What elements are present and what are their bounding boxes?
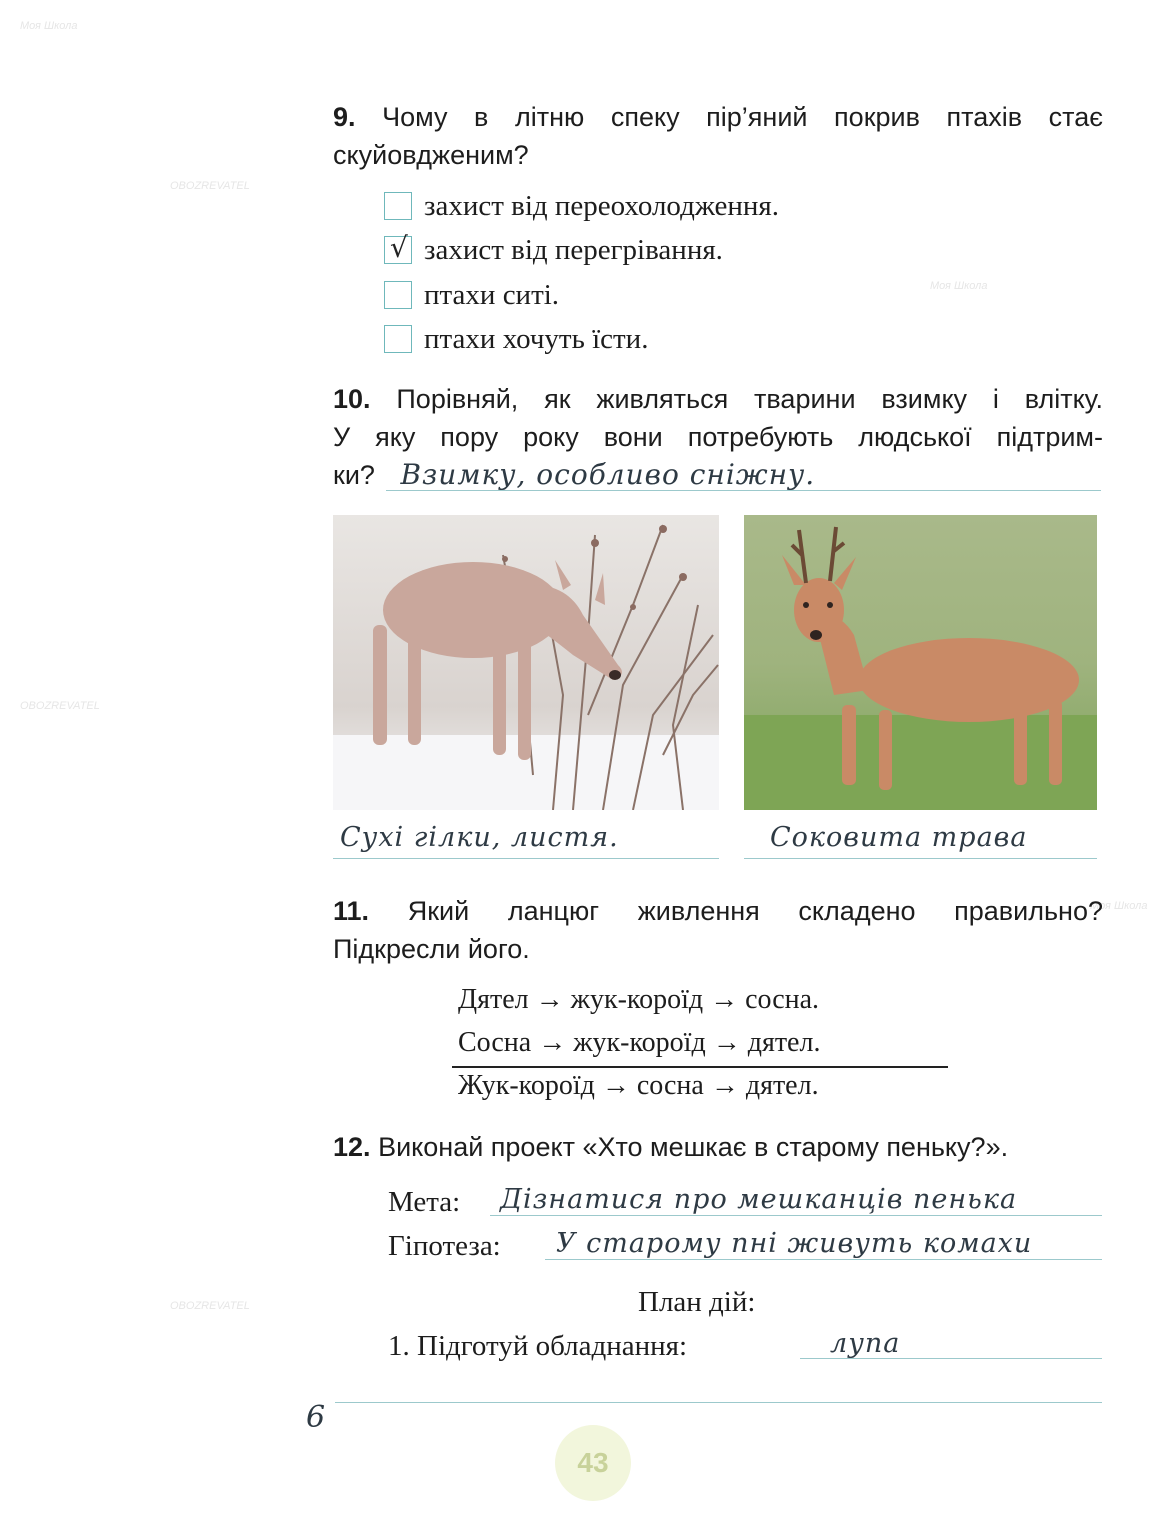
checkbox[interactable] — [384, 192, 412, 220]
option-label: птахи ситі. — [424, 278, 560, 311]
question-9 — [333, 98, 1103, 174]
watermark-text: OBOZREVATEL — [170, 1300, 250, 1312]
watermark-text: Моя Школа — [20, 20, 78, 32]
option-label: захист від перегрівання. — [424, 233, 723, 266]
option-row — [384, 279, 559, 311]
watermark-text: OBOZREVATEL — [170, 180, 250, 192]
winter-deer-photo — [333, 515, 719, 810]
watermark-text: Моя Школа — [930, 280, 988, 292]
question-number: 9. — [333, 102, 356, 132]
watermark-text: Моя Школа — [1090, 900, 1148, 912]
handwritten-caption-winter: Сухі гілки, листя. — [340, 822, 619, 853]
checkbox[interactable] — [384, 281, 412, 309]
option-row — [384, 323, 648, 355]
checkbox[interactable] — [384, 325, 412, 353]
handwritten-hypothesis: У старому пні живуть комахи — [556, 1228, 1033, 1259]
checkmark-icon: √ — [390, 231, 408, 264]
question-12 — [333, 1128, 1103, 1166]
page-number: 43 — [555, 1425, 631, 1501]
hypothesis-label: Гіпотеза: — [388, 1230, 501, 1262]
question-text: Який ланцюг живлення складено правильно? — [407, 896, 1103, 926]
plan-title: План дій: — [638, 1286, 756, 1318]
food-chain-option: Жук-короїд → сосна → дятел. — [458, 1070, 819, 1101]
watermark-text: OBOZREVATEL — [20, 700, 100, 712]
question-text: ки? — [333, 460, 375, 490]
option-row — [384, 190, 779, 222]
handwritten-step-1: лупа — [830, 1328, 901, 1359]
question-number: 10. — [333, 384, 371, 414]
answer-line — [800, 1358, 1102, 1359]
option-label: захист від переохолодження. — [424, 189, 779, 222]
summer-deer-photo — [744, 515, 1097, 810]
question-number: 12. — [333, 1132, 371, 1162]
question-number: 11. — [333, 896, 370, 926]
question-11 — [333, 892, 1103, 930]
goal-label: Мета: — [388, 1186, 461, 1218]
handwritten-answer: Взимку, особливо сніжну. — [400, 458, 816, 491]
answer-line — [545, 1259, 1102, 1260]
answer-line — [333, 858, 719, 859]
question-text: Підкресли його. — [333, 934, 530, 964]
handwritten-goal: Дізнатися про мешканців пенька — [500, 1184, 1018, 1215]
answer-line — [386, 490, 1101, 491]
answer-line — [335, 1402, 1102, 1403]
question-text: Порівняй, як живляться тварини взимку і влітку. — [396, 384, 1103, 414]
question-text: Виконай проект «Хто мешкає в старому пеньку?». — [378, 1132, 1009, 1162]
step-1-label: 1. Підготуй обладнання: — [388, 1330, 688, 1362]
checkbox[interactable] — [384, 231, 412, 264]
option-label: птахи хочуть їсти. — [424, 322, 649, 355]
question-text: У яку пору року вони потребують людської підтрим- — [333, 422, 1103, 452]
question-text-line — [333, 456, 1103, 494]
question-10 — [333, 380, 1103, 418]
handwritten-caption-summer: Соковита трава — [770, 822, 1028, 853]
food-chain-option: Дятел → жук-короїд → сосна. — [458, 984, 820, 1015]
margin-mark: 6 — [306, 1400, 327, 1435]
answer-line — [490, 1215, 1102, 1216]
answer-line — [744, 858, 1097, 859]
question-text: Чому в літню спеку пір’яний покрив птахів стає скуйовдженим? — [333, 102, 1103, 170]
option-row — [384, 231, 723, 266]
food-chain-option: Сосна → жук-короїд → дятел. — [458, 1027, 821, 1058]
